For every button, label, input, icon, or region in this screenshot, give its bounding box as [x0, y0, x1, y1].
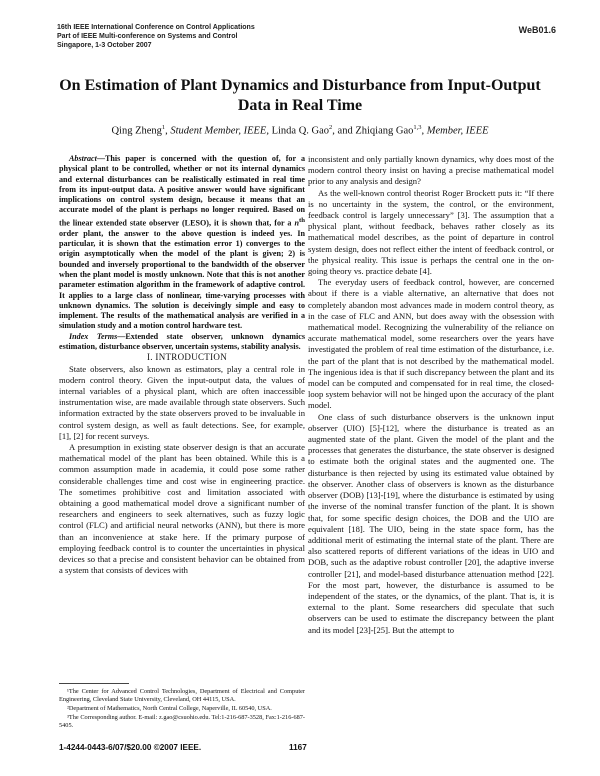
right-column	[308, 154, 554, 636]
author-conjunction: and	[337, 125, 353, 137]
conference-line: 16th IEEE International Conference on Control Applications	[57, 24, 255, 31]
affiliation-mark: 1	[161, 124, 166, 131]
title-line: On Estimation of Plant Dynamics and Disturbance from Input-Output	[59, 77, 541, 94]
conference-header	[57, 23, 357, 50]
body-paragraph: A presumption in existing state observer design is that an accurate mathematical model of the plant has been obtained. While this is a common assumption made in academia, it could pose some rather considerable challenges time and cost wise in engineering practice. The sometimes prohibitive cost and limitation associated with obtaining a good mathematical model drove a significant number of researchers and engineers to seek alternatives, such as fuzzy logic control (FLC) and artificial neural networks (ANN), but there is more than an inconvenience at stake here. If the primary purpose of employing feedback control is to counter the uncertainties in physical devices so that a precise and consistent behavior can be obtained from a system that consists of devices with	[59, 441, 305, 576]
order-suffix: th	[298, 216, 305, 224]
body-paragraph: inconsistent and only partially known dynamics, why does most of the modern control theory insist on having a precise mathematical model prior to any analysis and design?	[308, 154, 554, 187]
body-paragraph: One class of such disturbance observers is the unknown input observer (UIO) [5]-[12], where the disturbance is treated as an augmented state of the plant. Given the model of the plant and the processes that generates the disturbance, the state observer is designed to estimate both the original states and the augmented one. The disturbance is then rejected by using its estimated value obtained by the observer. Another class of observers is known as the disturbance observer (DOB) [13]-[19], where the disturbance is estimated by using the inverse of the nominal transfer function of the plant. It is shown that, for some specific design choices, the DOB and the UIO are equivalent [18]. The UIO, being in the state space form, has the additional merit of estimating the internal state of the plant. There are also scattered reports of different variations of the ideas in UIO and DOB, such as the adaptive robust controller [20], the adaptive inverse controller [21], and model-based disturbance attenuation method [22]. For the most part, however, the disturbance is assumed to be independent of the states, or the dynamics, of the plant. That is, it is external to the plant. Some researchers did speculate that such observers can be used to estimate the discrepancy between the plant and its model [23]-[25]. But the attempt to	[308, 411, 554, 635]
author-name: Zhiqiang Gao	[355, 125, 414, 137]
author-role: Student Member, IEEE,	[170, 125, 269, 137]
page-number: 1167	[289, 743, 307, 752]
body-paragraph: State observers, also known as estimators, play a central role in modern control theory. Given the input-output data, the values of internal variables of a physical plant, which are often inaccessible instrumentation wise, are made available through state observers. Such information extracted by the state observers proved to be invaluable in control system design, as well as fault detections. See, for example, [1], [2] for recent surveys.	[59, 363, 305, 441]
footnote: ³The Corresponding author. E-mail: z.gao@csuohio.edu. Tel:1-216-687-3528, Fax:1-216-687-5405.	[59, 713, 305, 729]
title-line: Data in Real Time	[237, 97, 363, 114]
abstract-text: order plant, the answer to the above question is indeed yes. In particular, it is shown that the estimation error 1) converges to the origin asymptotically when the model of the plant is given; 2) is bounded and inversely proportional to the bandwidth of the observer when the plant model is mostly unknown. Note that this is not another parameter estimation algorithm in the framework of adaptive control. It applies to a large class of nonlinear, time-varying processes with unknown dynamics. The solution is deceivingly simple and easy to implement. The results of the mathematical analysis are verified in a simulation study and a motion control hardware test.	[59, 228, 305, 331]
index-terms-label: Index Terms	[69, 331, 118, 341]
author-line: Qing Zheng$^1$, Student Member, IEEE, Linda Q. Gao$^2$, and Zhiqiang Gao$^{1,3}$, Member, IEEE	[111, 124, 489, 137]
paper-code: WeB01.6	[518, 25, 556, 35]
body-paragraph: As the well-known control theorist Roger Brockett puts it: “If there is no uncertainty in the system, the control, or the environment, feedback control is largely unnecessary” [3]. The assumption that a physical plant, without feedback, behaves rather closely as its mathematical model describes, as the point of departure in control system design, does not reflect either the intent of feedback control, or the physical reality. This issue is perhaps the central one in the on-going theory vs. practice debate [4].	[308, 187, 554, 277]
copyright-line: 1-4244-0443-6/07/$20.00 ©2007 IEEE.	[59, 743, 202, 752]
body-paragraph: The everyday users of feedback control, however, are concerned about if there is a viable alternative, an alternative that does not completely abandon most advances made in modern control theory, as in the case of FLC and ANN, but does away with the obsession with mathematical model. Recognizing the vulnerability of the reliance on accurate mathematical model, some researchers over the years have investigated the problem of real time estimation of the disturbance, i.e. the part of the plant that is not described by the mathematical model. The ingenious idea is that if such discrepancy between the plant and its model can be computed and compensated for in real time, the closed-loop system behavior will not be hinged upon the accuracy of the plant model.	[308, 277, 554, 411]
footnotes	[59, 688, 305, 731]
conference-line: Part of IEEE Multi-conference on Systems and Control	[57, 33, 238, 40]
index-terms	[59, 332, 305, 353]
author-name: Qing Zheng	[111, 125, 162, 137]
abstract-text: —This paper is concerned with the question of, for a physical plant to be controlled, whether or not its internal dynamics and external disturbances can be realistically estimated in real time from its input-output data. A positive answer would have significant implications on control system design, because it means that an accurate model of the plant is perhaps no longer required. Based on the linear extended state observer (LESO), it is shown that, for a	[59, 154, 305, 228]
left-column	[59, 154, 305, 576]
footnote-rule	[59, 683, 129, 684]
author-role: Member, IEEE	[426, 125, 489, 137]
footnote: ¹The Center for Advanced Control Technologies, Department of Electrical and Computer Engineering, Cleveland State University, Cleveland, OH 44115, USA.	[59, 688, 305, 703]
author-name: Linda Q. Gao	[271, 125, 330, 137]
affiliation-mark: 2	[329, 124, 333, 131]
abstract	[59, 154, 305, 332]
order-symbol: n	[294, 218, 299, 228]
index-terms-text: —Extended state observer, unknown dynamics estimation, disturbance observer, uncertain systems, stability analysis.	[59, 331, 305, 352]
section-heading: I. INTRODUCTION	[147, 352, 227, 363]
conference-line: Singapore, 1-3 October 2007	[57, 42, 152, 49]
abstract-label: Abstract	[69, 154, 97, 163]
paper-title	[40, 76, 560, 116]
affiliation-mark: 1,3	[413, 124, 422, 131]
footnote: ²Department of Mathematics, North Central College, Naperville, IL 60540, USA.	[67, 704, 272, 712]
